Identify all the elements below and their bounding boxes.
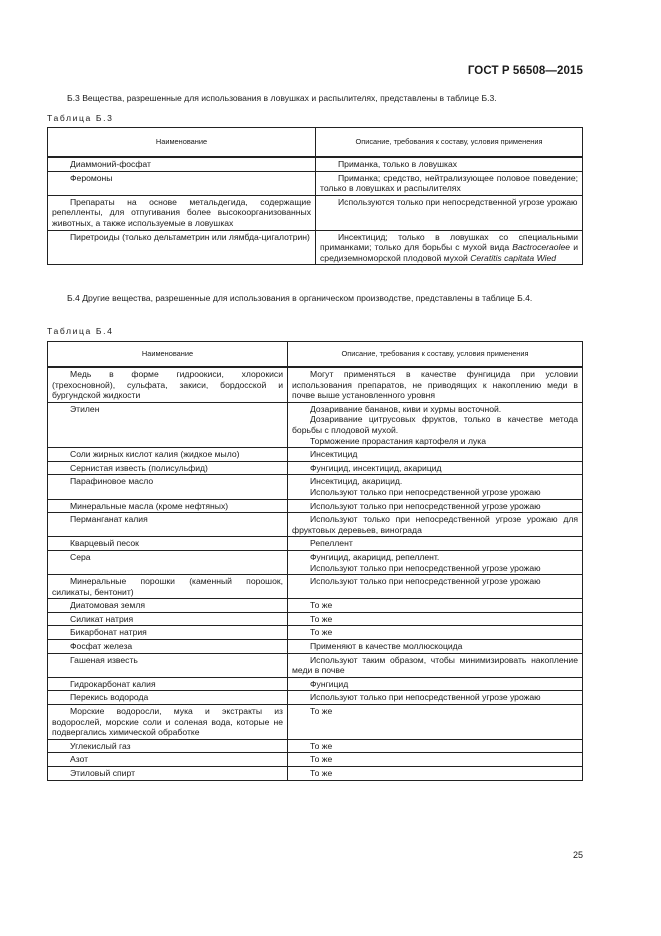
column-header-name: Наименование — [48, 128, 316, 158]
cell-description-text: Используют только при непосредственной угрозе урожаю — [310, 500, 541, 511]
cell-name — [48, 612, 288, 626]
cell-name — [48, 475, 288, 499]
cell-description — [316, 230, 583, 265]
cell-description — [288, 612, 583, 626]
cell-name — [48, 499, 288, 513]
table-row — [48, 705, 583, 740]
cell-description-text: Дозаривание цитрусовых фруктов, только в качестве метода борьбы с плодовой мухой. — [292, 414, 578, 435]
table-row — [48, 195, 583, 230]
cell-name-text: Парафиновое масло — [70, 476, 154, 487]
cell-name — [48, 550, 288, 574]
cell-description — [316, 171, 583, 195]
table-b3-caption: Таблица Б.3 — [47, 113, 114, 123]
cell-name — [48, 705, 288, 740]
cell-name-text: Пиретроиды (только дельтаметрин или лямбда-цигалотрин) — [70, 231, 310, 242]
cell-name — [48, 767, 288, 781]
cell-name — [48, 230, 316, 265]
cell-name — [48, 653, 288, 677]
cell-description — [288, 402, 583, 447]
cell-name-text: Гидрокарбонат калия — [70, 678, 156, 689]
table-row — [48, 753, 583, 767]
cell-name — [48, 461, 288, 475]
cell-description-text: Фунгицид — [310, 678, 349, 689]
table-row — [48, 448, 583, 462]
cell-name — [48, 599, 288, 613]
cell-name-text: Диаммоний-фосфат — [70, 159, 151, 169]
cell-name-text: Морские водоросли, мука и экстракты из водорослей, морские соли и соленая вода, которые не подвергались химической обработке — [52, 706, 283, 738]
cell-description-text: Применяют в качестве моллюскоцида — [310, 641, 463, 652]
cell-description-text: Используются только при непосредственной угрозе урожаю — [338, 196, 578, 207]
cell-description-text: Торможение прорастания картофеля и лука — [310, 435, 487, 446]
table-row — [48, 550, 583, 574]
cell-name — [48, 626, 288, 640]
table-row — [48, 612, 583, 626]
cell-name — [48, 195, 316, 230]
paragraph-b3: Б.3 Вещества, разрешенные для использования в ловушках и распылителях, представлены в таблице Б.3. — [67, 93, 497, 103]
column-header-name: Наименование — [48, 342, 288, 368]
cell-name-text: Медь в форме гидроокиси, хлорокиси (трехосновной), сульфата, закиси, бордосской и бургундской жидкости — [52, 369, 283, 401]
column-header-description: Описание, требования к составу, условия применения — [316, 128, 583, 158]
table-b4 — [47, 341, 583, 781]
cell-description-text: То же — [310, 768, 333, 778]
cell-description — [288, 691, 583, 705]
table-row — [48, 367, 583, 402]
cell-name-text: Препараты на основе метальдегида, содержащие репелленты, для отпугивания более высокоорганизованных животных, а также используемые в ловушках — [52, 196, 311, 228]
cell-name — [48, 171, 316, 195]
cell-name-text: Фосфат железа — [70, 641, 133, 652]
cell-name-text: Диатомовая земля — [70, 600, 146, 611]
cell-name — [48, 537, 288, 551]
cell-description-text: Инсектицид; только в ловушках со специальными приманками; только для борьбы с мухой вида — [320, 231, 578, 253]
cell-name — [48, 157, 316, 171]
table-row — [48, 739, 583, 753]
cell-name-text: Углекислый газ — [70, 740, 131, 751]
cell-name-text: Бикарбонат натрия — [70, 627, 147, 638]
table-row — [48, 626, 583, 640]
cell-name — [48, 575, 288, 599]
cell-description-text: Используют только при непосредственной угрозе урожаю — [310, 562, 541, 573]
table-row — [48, 461, 583, 475]
cell-name-text: Азот — [70, 754, 89, 765]
cell-description — [288, 499, 583, 513]
cell-description-text: То же — [310, 613, 333, 624]
paragraph-b4: Б.4 Другие вещества, разрешенные для использования в органическом производстве, представлены в таблице Б.4. — [67, 293, 533, 303]
table-row — [48, 677, 583, 691]
cell-description-text: Могут применяться в качестве фунгицида при условии использования препаратов, не приводящих к накоплению меди в почве выше установленного уровня — [292, 369, 578, 401]
cell-name-text: Соли жирных кислот калия (жидкое мыло) — [70, 449, 240, 460]
table-row — [48, 230, 583, 265]
cell-name-text: Сернистая известь (полисульфид) — [70, 462, 208, 473]
cell-description-text: Используют только при непосредственной угрозе урожаю — [310, 692, 541, 703]
table-row — [48, 402, 583, 447]
species-name: Ceratitis capitata Wied — [470, 252, 557, 263]
cell-description — [288, 626, 583, 640]
cell-name-text: Этиловый спирт — [70, 768, 136, 778]
cell-description — [288, 513, 583, 537]
table-row — [48, 475, 583, 499]
cell-name-text: Минеральные порошки (каменный порошок, силикаты, бентонит) — [52, 576, 283, 597]
cell-description-text: Используют только при непосредственной угрозе урожаю — [310, 486, 541, 497]
cell-description-text: Фунгицид, инсектицид, акарицид — [310, 462, 442, 473]
cell-description-text: То же — [310, 740, 333, 751]
cell-description-text: Используют таким образом, чтобы минимизировать накопление меди в почве — [292, 654, 578, 676]
cell-description — [288, 677, 583, 691]
cell-name — [48, 677, 288, 691]
cell-name-text: Перманганат калия — [70, 514, 148, 525]
table-row — [48, 575, 583, 599]
cell-description — [288, 461, 583, 475]
page-number: 25 — [572, 850, 583, 860]
cell-description — [288, 705, 583, 740]
cell-name — [48, 753, 288, 767]
cell-description — [288, 575, 583, 599]
cell-name-text: Гашеная известь — [70, 654, 138, 665]
cell-description — [288, 640, 583, 654]
cell-name-text: Минеральные масла (кроме нефтяных) — [70, 500, 229, 511]
cell-name-text: Этилен — [70, 403, 100, 414]
cell-description — [288, 537, 583, 551]
cell-description-text: То же — [310, 706, 333, 717]
cell-description-text: То же — [310, 754, 333, 765]
cell-description — [288, 367, 583, 402]
cell-name — [48, 402, 288, 447]
cell-description-text: Используют только при непосредственной угрозе урожаю для фруктовых деревьев, винограда — [292, 514, 578, 535]
table-b3-header-row — [48, 128, 583, 158]
cell-name — [48, 513, 288, 537]
table-b4-header-row — [48, 342, 583, 368]
table-row — [48, 653, 583, 677]
table-row — [48, 767, 583, 781]
cell-description-text: Используют только при непосредственной угрозе урожаю — [310, 576, 541, 587]
cell-name — [48, 367, 288, 402]
cell-description-text: Инсектицид — [310, 449, 358, 460]
cell-description — [316, 157, 583, 171]
column-header-description: Описание, требования к составу, условия применения — [288, 342, 583, 368]
cell-description — [288, 448, 583, 462]
cell-description — [316, 195, 583, 230]
cell-description — [288, 475, 583, 499]
table-b4-caption: Таблица Б.4 — [47, 326, 114, 336]
cell-description — [288, 599, 583, 613]
cell-description — [288, 739, 583, 753]
cell-description-text: Дозаривание бананов, киви и хурмы восточной. — [310, 403, 502, 414]
table-row — [48, 499, 583, 513]
cell-name-text: Феромоны — [70, 172, 113, 183]
cell-description-text: То же — [310, 627, 333, 638]
cell-description-text: Приманка, только в ловушках — [338, 159, 458, 169]
cell-name — [48, 640, 288, 654]
table-row — [48, 691, 583, 705]
cell-description-text: Инсектицид, акарицид. — [310, 476, 403, 487]
cell-description — [288, 767, 583, 781]
cell-name — [48, 448, 288, 462]
table-row — [48, 171, 583, 195]
cell-description-text: То же — [310, 600, 333, 611]
cell-description-tail: и средиземноморской плодовой мухой — [320, 242, 578, 263]
cell-name-text: Кварцевый песок — [70, 538, 139, 549]
cell-description-text: Приманка; средство, нейтрализующее половое поведение; только в ловушках и распылителях — [320, 172, 578, 194]
table-row — [48, 513, 583, 537]
cell-description — [288, 753, 583, 767]
cell-description — [288, 550, 583, 574]
table-b3 — [47, 127, 583, 265]
table-row — [48, 157, 583, 171]
species-name: Bactroceraolee — [512, 242, 571, 253]
table-row — [48, 537, 583, 551]
cell-name-text: Сера — [70, 551, 91, 562]
table-row — [48, 640, 583, 654]
cell-name-text: Перекись водорода — [70, 692, 149, 703]
cell-description-text: Фунгицид, акарицид, репеллент. — [310, 551, 440, 562]
cell-name — [48, 739, 288, 753]
cell-description — [288, 653, 583, 677]
standard-header: ГОСТ Р 56508—2015 — [467, 65, 583, 77]
cell-description-text: Репеллент — [310, 538, 353, 549]
cell-name — [48, 691, 288, 705]
table-row — [48, 599, 583, 613]
cell-name-text: Силикат натрия — [70, 613, 134, 624]
